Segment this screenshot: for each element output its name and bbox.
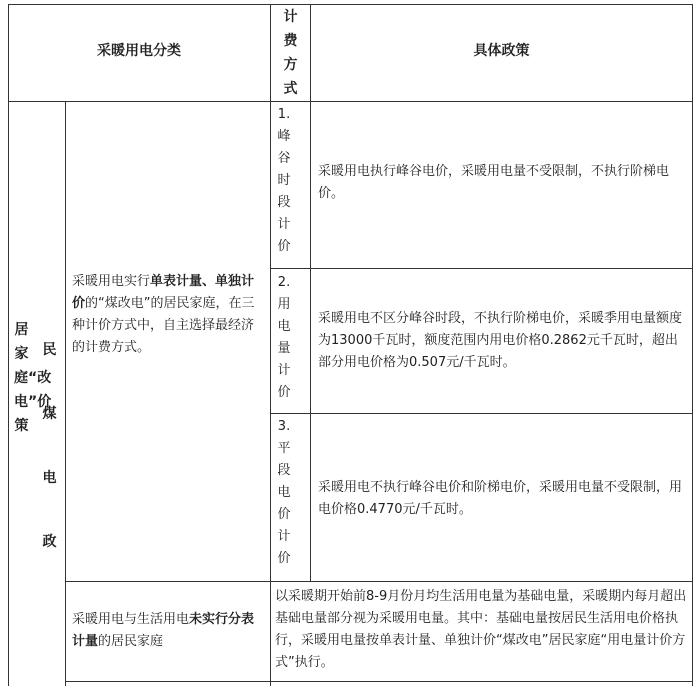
policy-peak-valley: 采暖用电执行峰谷电价，采暖用电量不受限制，不执行阶梯电价。 — [318, 164, 670, 201]
group1-text-post: 的“煤改电”的居民家庭，在三种计价方式中，自主选择最经济的计费方式。 — [72, 296, 255, 355]
group2-text-pre: 采暖用电与生活用电 — [72, 612, 190, 627]
group1-description — [72, 271, 265, 359]
row1-bottom-line — [270, 268, 693, 269]
left-label-col1: 居家庭“改电”价策 — [14, 322, 52, 434]
col1-divider — [65, 101, 66, 686]
method-flat: 3.平段电价计价 — [277, 419, 291, 566]
group2-text-bold: 未实行分表计量 — [72, 612, 255, 649]
header-policy: 具体政策 — [473, 43, 530, 59]
group1-text-pre: 采暖用电实行 — [72, 274, 151, 289]
header-bottom-line — [8, 101, 693, 102]
header-method: 计费方式 — [283, 9, 298, 97]
method-usage: 2.用电量计价 — [277, 275, 291, 400]
row2-bottom-line — [270, 413, 693, 414]
col2-divider — [270, 4, 271, 686]
group2-text-post: 的居民家庭 — [98, 634, 164, 649]
group2-policy: 以采暖期开始前8-9月份月均生活用电量为基础电量，采暖期内每月超出基础电量部分视为采暖用电量。其中：基础电量按居民生活用电价格执行，采暖用电量按单表计量、单独计价“煤改电”居民家庭“用电量计价方式”执行。 — [275, 589, 687, 670]
border-top — [8, 4, 693, 5]
border-left — [8, 4, 9, 686]
method-peak-valley: 1.峰谷时段计价 — [277, 107, 291, 254]
group2-description — [72, 609, 265, 653]
col3-divider — [310, 4, 311, 582]
header-category: 采暖用电分类 — [97, 43, 181, 59]
left-label-col2: 民煤电政 — [42, 342, 57, 550]
group1-text-bold: 单表计量、单独计价 — [72, 274, 255, 311]
row3-bottom-line — [65, 581, 693, 582]
policy-usage: 采暖用电不区分峰谷时段，不执行阶梯电价，采暖季用电量额度为13000千瓦时，额度范围内用电价格0.2862元千瓦时，超出部分用电价格为0.507元/千瓦时。 — [318, 311, 683, 370]
row4-bottom-line — [65, 681, 693, 682]
policy-flat: 采暖用电不执行峰谷电价和阶梯电价，采暖用电量不受限制，用电价格0.4770元/千瓦时。 — [318, 480, 683, 517]
